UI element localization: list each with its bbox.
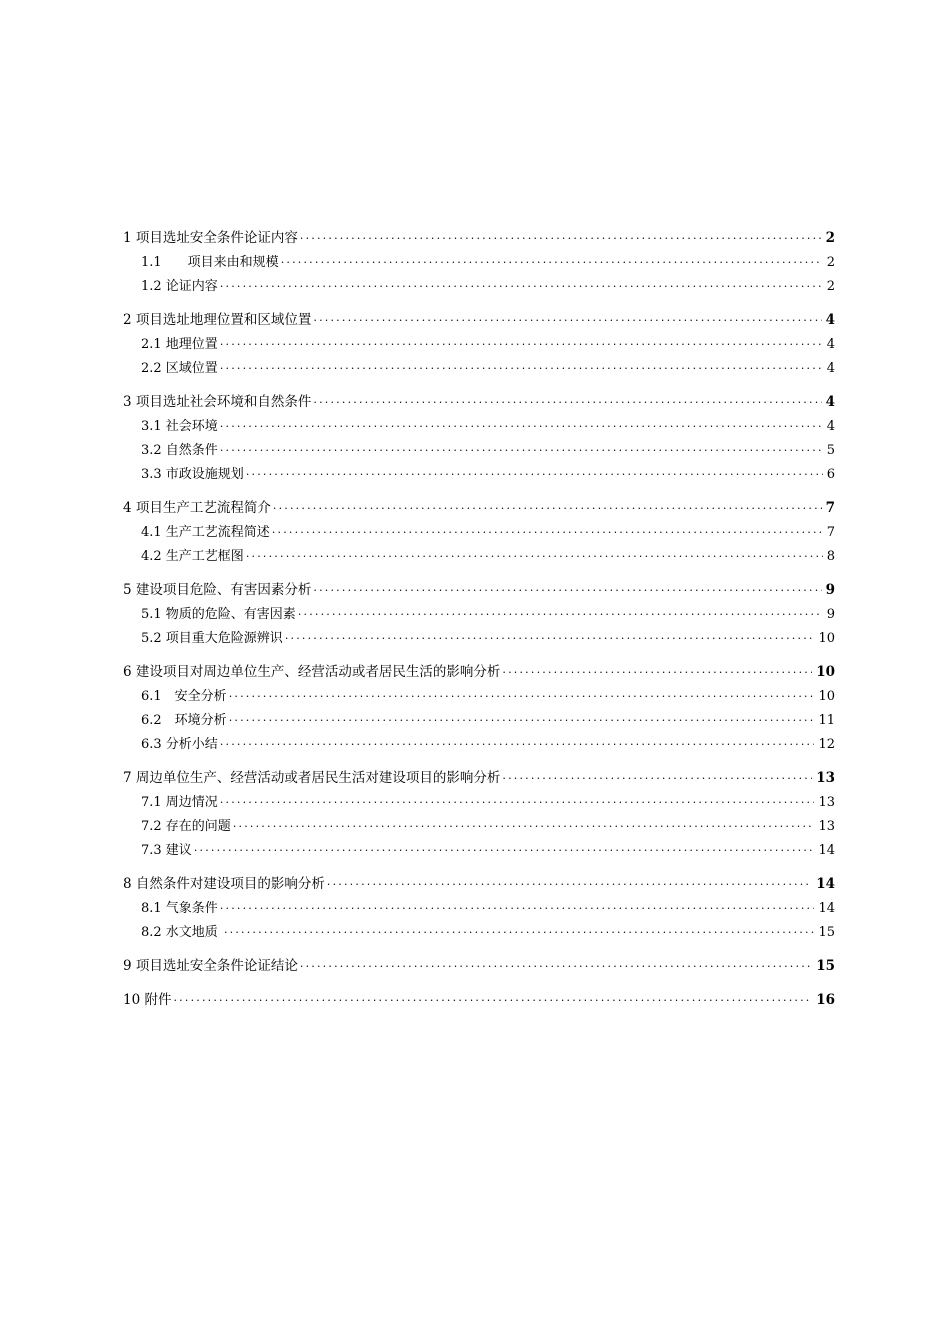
toc-entry-title: 5.2 项目重大危险源辨识 xyxy=(141,631,283,646)
toc-chapter-entry[interactable] xyxy=(123,762,835,786)
toc-dot-leader xyxy=(327,875,812,889)
toc-dot-leader xyxy=(220,441,823,455)
toc-dot-leader xyxy=(220,277,823,291)
toc-section-entry[interactable] xyxy=(123,810,835,834)
toc-page-number: 15 xyxy=(818,925,835,940)
toc-dot-leader xyxy=(300,229,822,243)
toc-entry-title: 7.3 建议 xyxy=(141,843,192,858)
toc-entry-title: 3.3 市政设施规划 xyxy=(141,467,244,482)
toc-entry-title: 3.1 社会环境 xyxy=(141,419,218,434)
toc-section-entry[interactable] xyxy=(123,704,835,728)
toc-section-entry[interactable] xyxy=(123,622,835,646)
toc-page-number: 2 xyxy=(826,279,835,294)
toc-section-entry[interactable] xyxy=(123,892,835,916)
toc-entry-title: 2.1 地理位置 xyxy=(141,337,218,352)
toc-section-entry[interactable] xyxy=(123,598,835,622)
toc-dot-leader xyxy=(220,417,823,431)
toc-dot-leader xyxy=(233,817,815,831)
toc-section-entry[interactable] xyxy=(123,458,835,482)
toc-entry-title: 5 建设项目危险、有害因素分析 xyxy=(123,582,312,598)
toc-dot-leader xyxy=(313,311,821,325)
toc-chapter-entry[interactable] xyxy=(123,868,835,892)
toc-entry-title: 1.1 项目来由和规模 xyxy=(141,255,279,270)
toc-section-entry[interactable] xyxy=(123,728,835,752)
toc-dot-leader xyxy=(194,841,815,855)
toc-dot-leader xyxy=(229,711,815,725)
toc-dot-leader xyxy=(173,991,812,1005)
toc-chapter-entry[interactable] xyxy=(123,222,835,246)
toc-entry-title: 2 项目选址地理位置和区域位置 xyxy=(123,312,312,328)
toc-entry-title: 6.2 环境分析 xyxy=(141,713,227,728)
toc-page-number: 16 xyxy=(816,992,835,1008)
toc-dot-leader xyxy=(300,957,812,971)
toc-page-number: 4 xyxy=(826,361,835,376)
toc-dot-leader xyxy=(246,465,823,479)
toc-section-entry[interactable] xyxy=(123,434,835,458)
toc-page-number: 14 xyxy=(816,876,835,892)
toc-page-number: 14 xyxy=(818,843,835,858)
toc-section-entry[interactable] xyxy=(123,328,835,352)
toc-entry-title: 2.2 区域位置 xyxy=(141,361,218,376)
toc-page-number: 2 xyxy=(826,255,835,270)
toc-dot-leader xyxy=(220,359,823,373)
toc-page-number: 13 xyxy=(818,819,835,834)
toc-chapter-entry[interactable] xyxy=(123,984,835,1008)
toc-page-number: 10 xyxy=(818,689,835,704)
toc-entry-title: 4 项目生产工艺流程简介 xyxy=(123,500,271,516)
toc-page-number: 12 xyxy=(818,737,835,752)
toc-chapter-entry[interactable] xyxy=(123,304,835,328)
toc-section-entry[interactable] xyxy=(123,516,835,540)
toc-entry-title: 4.2 生产工艺框图 xyxy=(141,549,244,564)
toc-section-entry[interactable] xyxy=(123,786,835,810)
toc-entry-title: 8.1 气象条件 xyxy=(141,901,218,916)
toc-page-number: 10 xyxy=(816,664,835,680)
toc-dot-leader xyxy=(224,923,815,937)
toc-page-number: 2 xyxy=(825,230,835,246)
toc-section-entry[interactable] xyxy=(123,246,835,270)
toc-chapter-entry[interactable] xyxy=(123,950,835,974)
toc-entry-title: 7 周边单位生产、经营活动或者居民生活对建设项目的影响分析 xyxy=(123,770,501,786)
toc-section-entry[interactable] xyxy=(123,916,835,940)
toc-entry-title: 3 项目选址社会环境和自然条件 xyxy=(123,394,312,410)
toc-section-entry[interactable] xyxy=(123,680,835,704)
toc-section-entry[interactable] xyxy=(123,834,835,858)
toc-chapter-entry[interactable] xyxy=(123,386,835,410)
toc-entry-title: 7.1 周边情况 xyxy=(141,795,218,810)
toc-chapter-entry[interactable] xyxy=(123,574,835,598)
toc-dot-leader xyxy=(502,769,812,783)
toc-page-number: 7 xyxy=(825,500,835,516)
toc-section-entry[interactable] xyxy=(123,410,835,434)
toc-entry-title: 1 项目选址安全条件论证内容 xyxy=(123,230,298,246)
toc-page-number: 4 xyxy=(826,337,835,352)
toc-page-number: 4 xyxy=(825,394,835,410)
toc-entry-title: 10 附件 xyxy=(123,992,172,1008)
toc-entry-title: 8 自然条件对建设项目的影响分析 xyxy=(123,876,325,892)
toc-chapter-entry[interactable] xyxy=(123,656,835,680)
toc-entry-title: 6.3 分析小结 xyxy=(141,737,218,752)
toc-dot-leader xyxy=(220,735,815,749)
toc-entry-title: 6.1 安全分析 xyxy=(141,689,227,704)
toc-dot-leader xyxy=(246,547,823,561)
toc-section-entry[interactable] xyxy=(123,352,835,376)
toc-page-number: 13 xyxy=(816,770,835,786)
toc-dot-leader xyxy=(272,523,823,537)
toc-dot-leader xyxy=(502,663,812,677)
toc-page-number: 14 xyxy=(818,901,835,916)
toc-page-number: 9 xyxy=(825,582,835,598)
toc-entry-title: 1.2 论证内容 xyxy=(141,279,218,294)
toc-page-number: 8 xyxy=(826,549,835,564)
toc-page-number: 5 xyxy=(826,443,835,458)
toc-entry-title: 9 项目选址安全条件论证结论 xyxy=(123,958,298,974)
toc-entry-title: 7.2 存在的问题 xyxy=(141,819,231,834)
toc-dot-leader xyxy=(220,335,823,349)
toc-page-number: 13 xyxy=(818,795,835,810)
toc-dot-leader xyxy=(220,793,815,807)
toc-chapter-entry[interactable] xyxy=(123,492,835,516)
toc-entry-title: 4.1 生产工艺流程简述 xyxy=(141,525,270,540)
toc-dot-leader xyxy=(220,899,815,913)
toc-page-number: 4 xyxy=(826,419,835,434)
toc-dot-leader xyxy=(229,687,815,701)
toc-section-entry[interactable] xyxy=(123,540,835,564)
toc-dot-leader xyxy=(298,605,823,619)
toc-page-number: 11 xyxy=(818,713,835,728)
toc-dot-leader xyxy=(273,499,822,513)
toc-dot-leader xyxy=(285,629,815,643)
toc-dot-leader xyxy=(313,393,821,407)
toc-page-number: 6 xyxy=(826,467,835,482)
toc-page-number: 9 xyxy=(826,607,835,622)
toc-entry-title: 8.2 水文地质 xyxy=(141,925,222,940)
table-of-contents xyxy=(123,222,835,1008)
toc-dot-leader xyxy=(281,253,823,267)
toc-entry-title: 5.1 物质的危险、有害因素 xyxy=(141,607,296,622)
toc-dot-leader xyxy=(313,581,821,595)
toc-page-number: 10 xyxy=(818,631,835,646)
toc-section-entry[interactable] xyxy=(123,270,835,294)
toc-entry-title: 3.2 自然条件 xyxy=(141,443,218,458)
toc-page-number: 15 xyxy=(816,958,835,974)
toc-page-number: 7 xyxy=(826,525,835,540)
toc-entry-title: 6 建设项目对周边单位生产、经营活动或者居民生活的影响分析 xyxy=(123,664,501,680)
toc-page-number: 4 xyxy=(825,312,835,328)
